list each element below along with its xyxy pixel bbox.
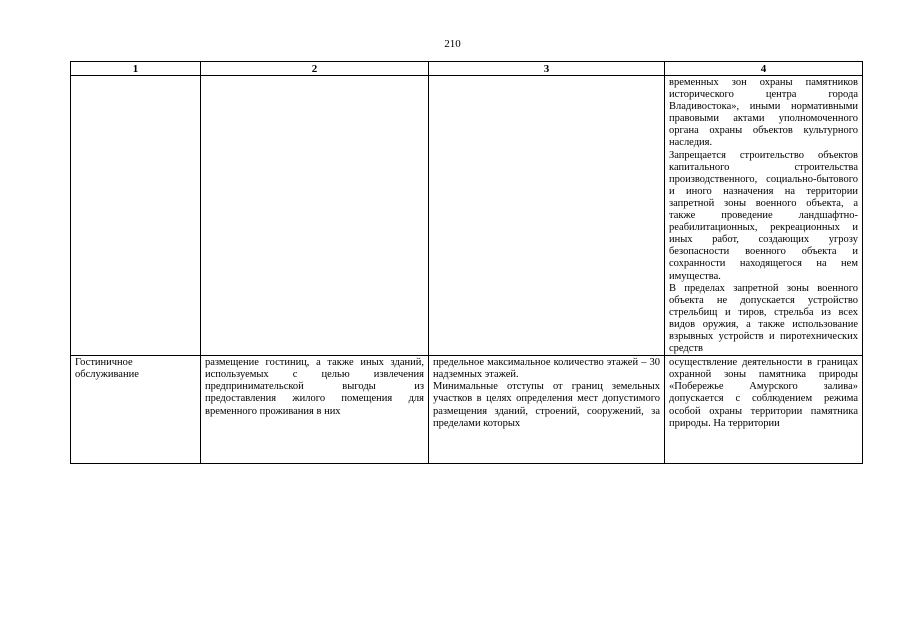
- row2-col4-text: осуществление деятельности в границах охранной зоны памятника природы «Побережье Амурского залива» допускается с соблюдением режима особой охраны территории памятника природы. На территории: [669, 357, 858, 429]
- row2-col3-paragraph: Минимальные отступы от границ земельных участков в целях определения мест допустимого размещения зданий, строений, сооружений, за пределами которых: [433, 381, 660, 429]
- table-row: [71, 356, 863, 464]
- row2-col2-text: размещение гостиниц, а также иных зданий, используемых с целью извлечения предпринимательской выгоды из предоставления жилого помещения для временного проживания в них: [205, 357, 424, 417]
- row1-col4-paragraph: В пределах запретной зоны военного объекта не допускается устройство стрельбищ и тиров, стрельба из всех видов оружия, а также использование взрывных устройств и пиротехнических средств: [669, 282, 858, 355]
- row2-col1: Гостиничное обслуживание: [71, 356, 201, 464]
- column-header-3: 3: [429, 62, 665, 76]
- column-header-1: 1: [71, 62, 201, 76]
- row1-col3: [429, 76, 665, 356]
- row1-col1: [71, 76, 201, 356]
- row1-col2: [201, 76, 429, 356]
- row1-col4-paragraph: Запрещается строительство объектов капитального строительства производственного, социально-бытового и иного назначения на территории запретной зоны военного объекта, а также проведение ландшафтно-реабилитационных, рекреационных и иных работ, создающих угрозу безопасности военного объекта и сохранности находящегося на нем имущества.: [669, 149, 858, 282]
- row2-col4: [665, 356, 863, 464]
- row2-col3-paragraph: предельное максимальное количество этажей – 30 надземных этажей.: [433, 357, 660, 381]
- table-row: [71, 76, 863, 356]
- header-row: [71, 62, 863, 76]
- page-number: 210: [444, 38, 461, 50]
- column-header-2: 2: [201, 62, 429, 76]
- row2-col3: [429, 356, 665, 464]
- row1-col4: [665, 76, 863, 356]
- row1-col4-paragraph: временных зон охраны памятников исторического центра города Владивостока», иными нормативными правовыми актами уполномоченного органа охраны объектов культурного наследия.: [669, 77, 858, 149]
- column-header-4: 4: [665, 62, 863, 76]
- document-table: [70, 61, 863, 464]
- row2-col3-text: [433, 357, 660, 463]
- row2-col2: [201, 356, 429, 464]
